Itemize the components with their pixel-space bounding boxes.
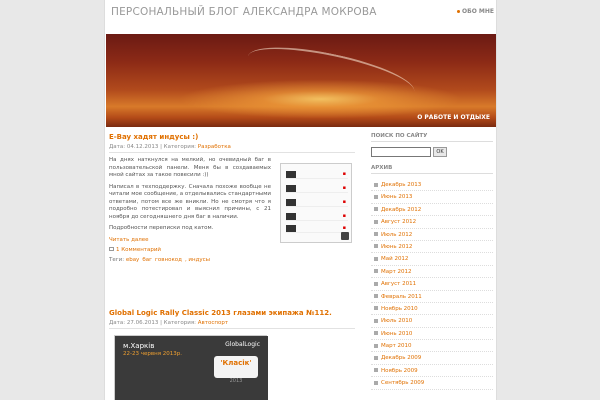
- tag-link[interactable]: баг: [142, 256, 152, 263]
- bullet-icon: [374, 306, 378, 310]
- post-paragraph: На днях наткнулся на мелкий, но очевидный баг в пользовательской панели. Меня бы в создаваемых мной сайтах за такое повесили :)): [109, 157, 271, 178]
- zoom-icon[interactable]: [341, 232, 349, 240]
- archive-heading: АРХИВ: [371, 165, 493, 174]
- bullet-icon: [374, 294, 378, 298]
- archive-label[interactable]: Май 2012: [381, 256, 409, 263]
- archive-link[interactable]: [371, 216, 493, 228]
- bullet-icon: [374, 368, 378, 372]
- archive-label[interactable]: Июль 2012: [381, 231, 413, 238]
- bullet-icon: [374, 220, 378, 224]
- archive-link[interactable]: [371, 377, 493, 389]
- post-paragraph: Написал в техподдержку. Сначала похоже вообще не читали мое сообщение, а отделывались стандартными ответами, потом все же вникли. Но не смотря что я подробно потестировал и выяснил причины, с 21 ноября до сегодняшнего дня баг в наличии.: [109, 183, 271, 220]
- archive-link[interactable]: [371, 328, 493, 340]
- archive-link[interactable]: [371, 191, 493, 203]
- bullet-icon: [374, 319, 378, 323]
- bullet-icon: [374, 257, 378, 261]
- archive-label[interactable]: Март 2010: [381, 343, 412, 350]
- tag-link[interactable]: ebay: [125, 256, 140, 263]
- comments-label[interactable]: 1 Комментарий: [116, 246, 162, 253]
- post-date: Дата: 04.12.2013 | Категория:: [109, 144, 197, 150]
- thumb-row: [286, 224, 348, 233]
- archive-link[interactable]: [371, 352, 493, 364]
- site-title[interactable]: ПЕРСОНАЛЬНЫЙ БЛОГ АЛЕКСАНДРА МОКРОВА: [111, 6, 377, 18]
- bullet-icon: [374, 356, 378, 360]
- archive-link[interactable]: [371, 315, 493, 327]
- archive-link[interactable]: [371, 278, 493, 290]
- search-button[interactable]: OK: [433, 147, 447, 157]
- post-poster-image[interactable]: [114, 335, 267, 400]
- post-date: Дата: 27.06.2013 | Категория:: [109, 320, 197, 326]
- bullet-icon: [374, 207, 378, 211]
- archive-list: [371, 179, 493, 390]
- archive-label[interactable]: Март 2012: [381, 268, 412, 275]
- poster-city: м.Харків: [123, 342, 155, 350]
- thumb-product: [286, 171, 296, 178]
- thumb-price-mark: ▪: [342, 213, 346, 219]
- tags-label: Теги:: [109, 256, 125, 263]
- comments-link[interactable]: [109, 247, 355, 253]
- header-banner: [106, 34, 496, 127]
- archive-link[interactable]: [371, 365, 493, 377]
- archive-label[interactable]: Июнь 2013: [381, 194, 413, 201]
- bullet-icon: [374, 381, 378, 385]
- sidebar: [371, 133, 493, 390]
- archive-link[interactable]: [371, 253, 493, 265]
- main-content: [109, 133, 355, 384]
- thumb-product: [286, 213, 296, 220]
- post-category-link[interactable]: Разработка: [197, 144, 231, 150]
- thumb-product: [286, 225, 296, 232]
- archive-link[interactable]: [371, 291, 493, 303]
- thumb-row: [286, 170, 348, 179]
- post-thumbnail[interactable]: [280, 163, 352, 243]
- thumb-price-mark: ▪: [342, 199, 346, 205]
- archive-label[interactable]: Август 2011: [381, 281, 417, 288]
- thumb-product: [286, 199, 296, 206]
- banner-swirl: [244, 37, 419, 111]
- post-title[interactable]: Global Logic Rally Classic 2013 глазами экипажа №112.: [109, 309, 332, 317]
- thumb-price-mark: ▪: [342, 171, 346, 177]
- post-tags: [109, 257, 355, 263]
- search-heading: ПОИСК ПО САЙТУ: [371, 133, 493, 142]
- archive-link[interactable]: [371, 303, 493, 315]
- archive-label[interactable]: Июль 2010: [381, 318, 413, 325]
- archive-label[interactable]: Ноябрь 2009: [381, 367, 418, 374]
- archive-label[interactable]: Декабрь 2009: [381, 355, 422, 362]
- poster-dates: 22-23 червня 2013р.: [123, 351, 182, 357]
- thumb-row: [286, 184, 348, 193]
- archive-link[interactable]: [371, 179, 493, 191]
- search-input[interactable]: [371, 147, 431, 157]
- banner-tagline-link[interactable]: О РАБОТЕ И ОТДЫХЕ: [417, 114, 490, 121]
- archive-label[interactable]: Ноябрь 2010: [381, 305, 418, 312]
- bullet-icon: [457, 10, 460, 13]
- archive-link[interactable]: [371, 241, 493, 253]
- post: [109, 133, 355, 263]
- thumb-price-mark: ▪: [342, 185, 346, 191]
- archive-label[interactable]: Декабрь 2013: [381, 182, 422, 188]
- bullet-icon: [374, 244, 378, 248]
- post-category-link[interactable]: Автоспорт: [197, 320, 229, 326]
- bullet-icon: [374, 195, 378, 199]
- poster-brand: GlobalLogic: [225, 341, 260, 348]
- post-paragraph: Подробности переписки под катом.: [109, 225, 214, 231]
- poster-rally-name: 'Класік': [220, 359, 252, 367]
- poster-year: 2013: [229, 378, 243, 384]
- bullet-icon: [374, 183, 378, 187]
- bullet-icon: [374, 269, 378, 273]
- post-meta: [109, 317, 355, 329]
- search-form: [371, 147, 493, 159]
- thumb-row: [286, 198, 348, 207]
- archive-label[interactable]: Август 2012: [381, 219, 417, 226]
- bullet-icon: [374, 344, 378, 348]
- header: [105, 0, 497, 34]
- post-title[interactable]: E-Bay хадят индусы :): [109, 133, 199, 141]
- archive-link[interactable]: [371, 229, 493, 241]
- bullet-icon: [374, 282, 378, 286]
- nav-about-label[interactable]: ОБО МНЕ: [462, 8, 494, 15]
- tag-link[interactable]: , индусы: [184, 256, 211, 263]
- comment-icon: [109, 247, 114, 251]
- archive-link[interactable]: [371, 204, 493, 216]
- bullet-icon: [374, 232, 378, 236]
- archive-link[interactable]: [371, 340, 493, 352]
- thumb-product: [286, 185, 296, 192]
- archive-link[interactable]: [371, 266, 493, 278]
- post: [109, 309, 355, 384]
- archive-label[interactable]: Февраль 2011: [381, 293, 422, 300]
- archive-label[interactable]: Июнь 2012: [381, 243, 413, 250]
- archive-label[interactable]: Июнь 2010: [381, 330, 413, 337]
- tag-link[interactable]: говнокод: [154, 256, 182, 263]
- thumb-row: [286, 212, 348, 221]
- nav-about-link[interactable]: [457, 8, 494, 15]
- poster-rally-badge: [214, 356, 258, 384]
- archive-label[interactable]: Декабрь 2012: [381, 206, 422, 213]
- archive-label[interactable]: Сентябрь 2009: [381, 380, 425, 387]
- bullet-icon: [374, 331, 378, 335]
- read-more-link[interactable]: Читать далее: [109, 236, 149, 243]
- thumb-price-mark: ▪: [342, 225, 346, 231]
- post-meta: [109, 141, 355, 153]
- page: [104, 0, 497, 400]
